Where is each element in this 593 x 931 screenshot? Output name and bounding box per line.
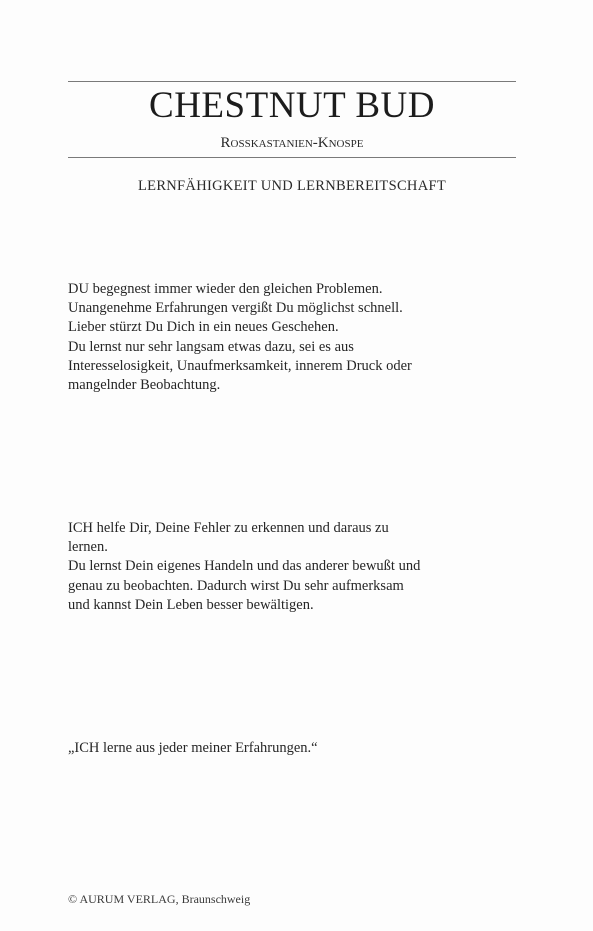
du-line: Unangenehme Erfahrungen vergißt Du möglichst schnell.	[68, 300, 403, 317]
ich-line: ICH helfe Dir, Deine Fehler zu erkennen und daraus zu	[68, 520, 389, 536]
ich-line: genau zu beobachten. Dadurch wirst Du sehr aufmerksam	[68, 577, 404, 594]
du-line: DU begegnest immer wieder den gleichen Problemen.	[68, 281, 383, 297]
ich-line: Du lernst Dein eigenes Handeln und das anderer bewußt und	[68, 558, 421, 575]
ich-line: und kannst Dein Leben besser bewältigen.	[68, 596, 314, 613]
ich-paragraph	[68, 519, 528, 615]
affirmation-quote: „ICH lerne aus jeder meiner Erfahrungen.“	[68, 740, 318, 756]
bottom-rule	[68, 157, 516, 158]
copyright-notice: © AURUM VERLAG, Braunschweig	[68, 892, 251, 906]
ich-line: lernen.	[68, 539, 108, 556]
du-line: Du lernst nur sehr langsam etwas dazu, sei es aus	[68, 338, 354, 355]
card-theme: LERNFÄHIGKEIT UND LERNBEREITSCHAFT	[138, 178, 446, 194]
top-rule	[68, 81, 516, 82]
du-line: Lieber stürzt Du Dich in ein neues Geschehen.	[68, 319, 339, 336]
card-title: CHESTNUT BUD	[149, 85, 435, 126]
du-paragraph	[68, 280, 528, 395]
card-subtitle: Rosskastanien-Knospe	[220, 135, 364, 151]
du-line: mangelnder Beobachtung.	[68, 377, 221, 394]
du-line: Interesselosigkeit, Unaufmerksamkeit, innerem Druck oder	[68, 357, 412, 374]
